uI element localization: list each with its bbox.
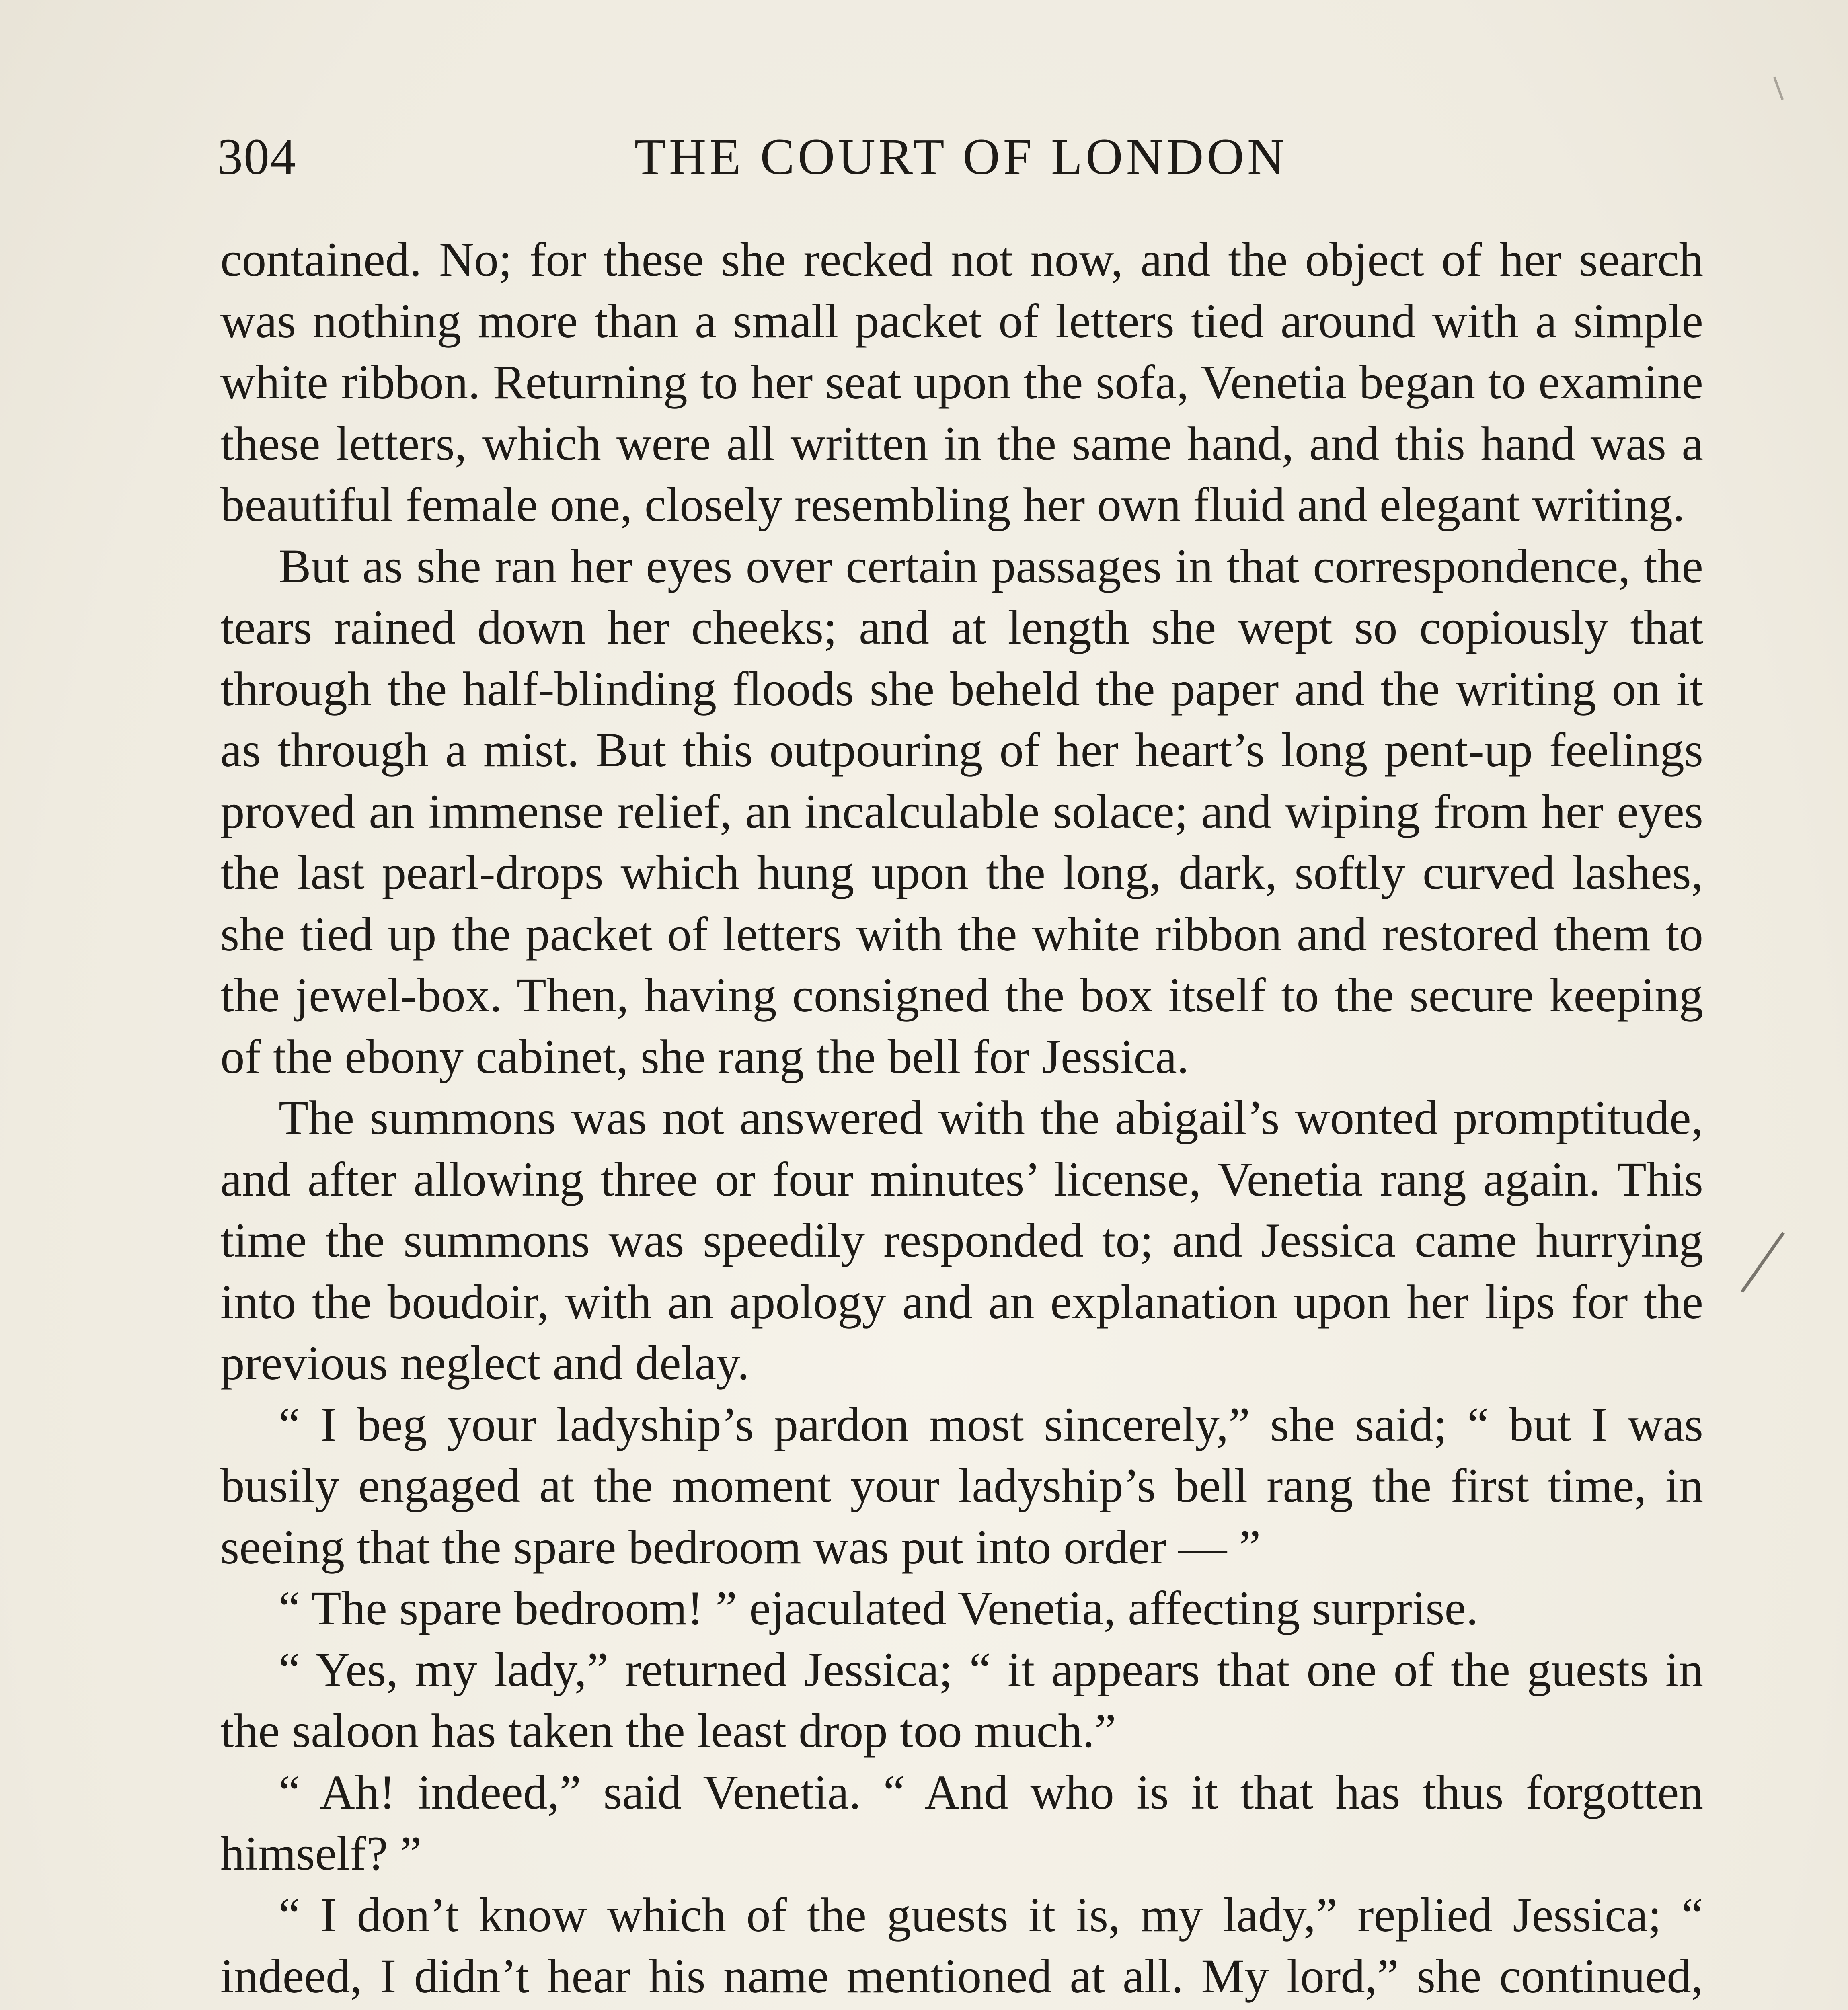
paragraph: “ I beg your ladyship’s pardon most sincerely,” she said; “ but I was busily engaged at the moment your ladyship’s bell rang the first time, in seeing that the spare bedroom was put into order — ” [220, 1397, 1703, 1574]
running-head: THE COURT OF LONDON [634, 128, 1288, 185]
margin-mark [1741, 1232, 1785, 1293]
paragraph: But as she ran her eyes over certain passages in that correspondence, the tears rained down her cheeks; and at length she wept so copiously that through the half-blinding floods she beheld the paper and the writing on it as through a mist. But this outpouring of her heart’s long pent-up feelings proved an immense relief, an incalculable solace; and wiping from her eyes the last pearl-drops which hung upon the long, dark, softly curved lashes, she tied up the packet of letters with the white ribbon and restored them to the jewel-box. Then, having consigned the box itself to the secure keeping of the ebony cabinet, she rang the bell for Jessica. [220, 539, 1703, 1084]
paragraph: “ Ah! indeed,” said Venetia. “ And who is it that has thus forgotten himself? ” [220, 1765, 1703, 1881]
paragraph: “ Yes, my lady,” returned Jessica; “ it appears that one of the guests in the saloon has taken the least drop too much.” [220, 1643, 1703, 1758]
margin-mark [1773, 77, 1784, 100]
page-header [217, 117, 1705, 197]
body-text [220, 229, 1703, 2010]
paragraph: “ I don’t know which of the guests it is, my lady,” replied Jessica; “ indeed, I didn’t hear his name mentioned at all. My lord,” she continued, [220, 1888, 1703, 2003]
paragraph: contained. No; for these she recked not now, and the object of her search was nothing more than a small packet of letters tied around with a simple white ribbon. Returning to her seat upon the sofa, Venetia began to examine these letters, which were all written in the same hand, and this hand was a beautiful female one, closely resembling her own fluid and elegant writing. [220, 233, 1703, 532]
paragraph: “ The spare bedroom! ” ejaculated Venetia, affecting surprise. [279, 1581, 1478, 1635]
page-number: 304 [217, 128, 297, 185]
paragraph: The summons was not answered with the abigail’s wonted promptitude, and after allowing three or four minutes’ license, Venetia rang again. This time the summons was speedily responded to; and Jessica came hurrying into the boudoir, with an apology and an explanation upon her lips for the previous neglect and delay. [220, 1091, 1703, 1390]
